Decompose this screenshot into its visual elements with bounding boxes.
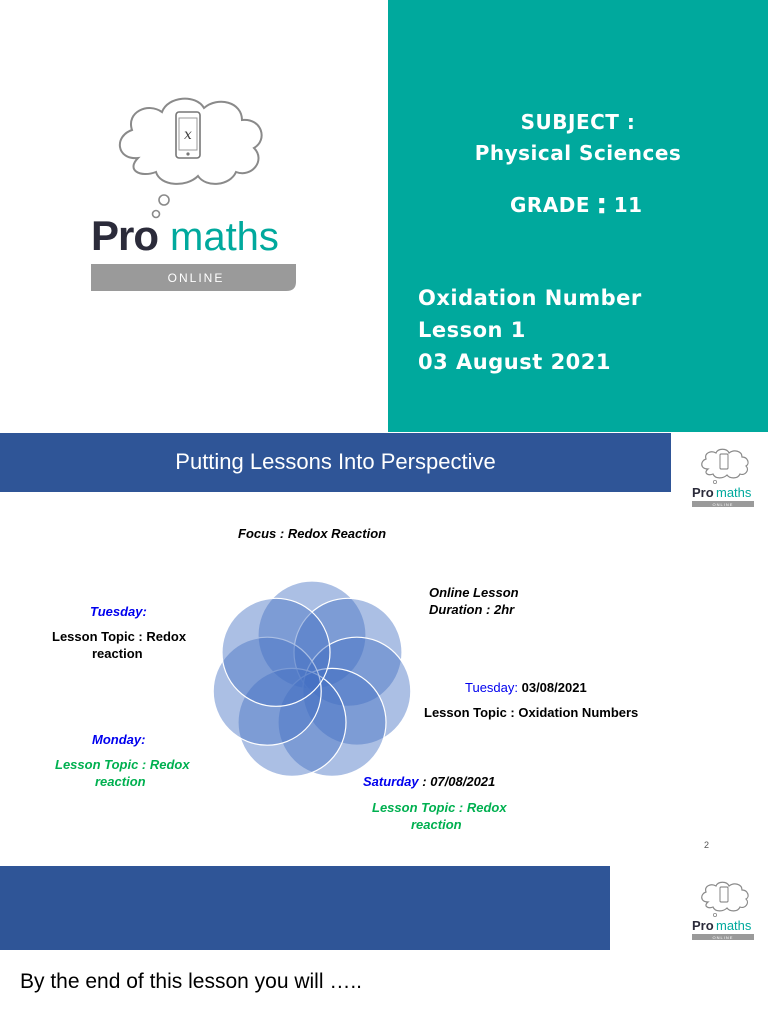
grade-colon: :	[596, 187, 608, 220]
lesson-date: 03 August 2021	[418, 350, 612, 374]
tuesday-left-topic-2: reaction	[92, 646, 143, 661]
tuesday-right-date: 03/08/2021	[518, 680, 587, 695]
duration-label: Duration : 2hr	[429, 602, 515, 617]
objectives-slide	[0, 858, 768, 1024]
thought-cloud-icon	[690, 878, 756, 942]
brand-online: ONLINE	[712, 935, 734, 940]
lesson-topic: Oxidation Number	[418, 286, 642, 310]
promaths-logo-small	[690, 445, 756, 509]
petal-circle	[222, 598, 330, 706]
brand-pro: Pro	[692, 485, 714, 500]
grade-line	[510, 186, 643, 219]
subject-label: SUBJECT :	[520, 110, 636, 134]
focus-label: Focus : Redox Reaction	[238, 526, 387, 541]
lesson-cycle-diagram	[212, 581, 412, 781]
phone-icon	[720, 454, 728, 469]
brand-online: ONLINE	[167, 271, 225, 285]
brand-maths: maths	[716, 918, 752, 933]
saturday-topic-1: Lesson Topic : Redox	[372, 800, 507, 815]
petal-diagram	[212, 581, 412, 781]
tuesday-right	[465, 679, 587, 696]
tuesday-left-topic-1: Lesson Topic : Redox	[52, 629, 187, 644]
monday-day: Monday:	[92, 732, 146, 747]
slide-title-bar	[0, 866, 610, 950]
monday-topic-1: Lesson Topic : Redox	[55, 757, 190, 772]
lesson-number: Lesson 1	[418, 318, 526, 342]
title-info-panel	[388, 0, 768, 432]
brand-pro: Pro	[692, 918, 714, 933]
objectives-intro: By the end of this lesson you will …..	[20, 970, 362, 993]
promaths-logo-small	[690, 878, 756, 942]
brand-maths: maths	[170, 215, 279, 259]
thought-cloud-icon	[86, 88, 306, 298]
monday-topic-2: reaction	[95, 774, 146, 789]
phone-icon	[720, 887, 728, 902]
thought-cloud-icon	[690, 445, 756, 509]
brand-online: ONLINE	[712, 502, 734, 507]
perspective-slide	[0, 433, 768, 858]
grade-value: 11	[613, 193, 643, 217]
slide-number: 2	[704, 840, 710, 850]
grade-label: GRADE	[510, 193, 591, 217]
subject-value: Physical Sciences	[474, 141, 682, 165]
saturday-line	[363, 773, 495, 790]
tuesday-left-day: Tuesday:	[90, 604, 147, 619]
saturday-day: Saturday	[363, 774, 419, 789]
brand-maths: maths	[716, 485, 752, 500]
phone-glyph: x	[184, 127, 192, 143]
slide-title: Putting Lessons Into Perspective	[175, 449, 496, 474]
tuesday-right-topic: Lesson Topic : Oxidation Numbers	[424, 705, 639, 720]
title-slide	[0, 0, 768, 432]
brand-pro: Pro	[91, 212, 159, 259]
promaths-logo	[86, 88, 306, 298]
tuesday-right-day: Tuesday:	[465, 680, 518, 695]
slide-title-bar	[0, 433, 671, 492]
saturday-date: : 07/08/2021	[418, 774, 496, 789]
online-lesson-label: Online Lesson	[429, 585, 519, 600]
saturday-topic-2: reaction	[411, 817, 462, 832]
